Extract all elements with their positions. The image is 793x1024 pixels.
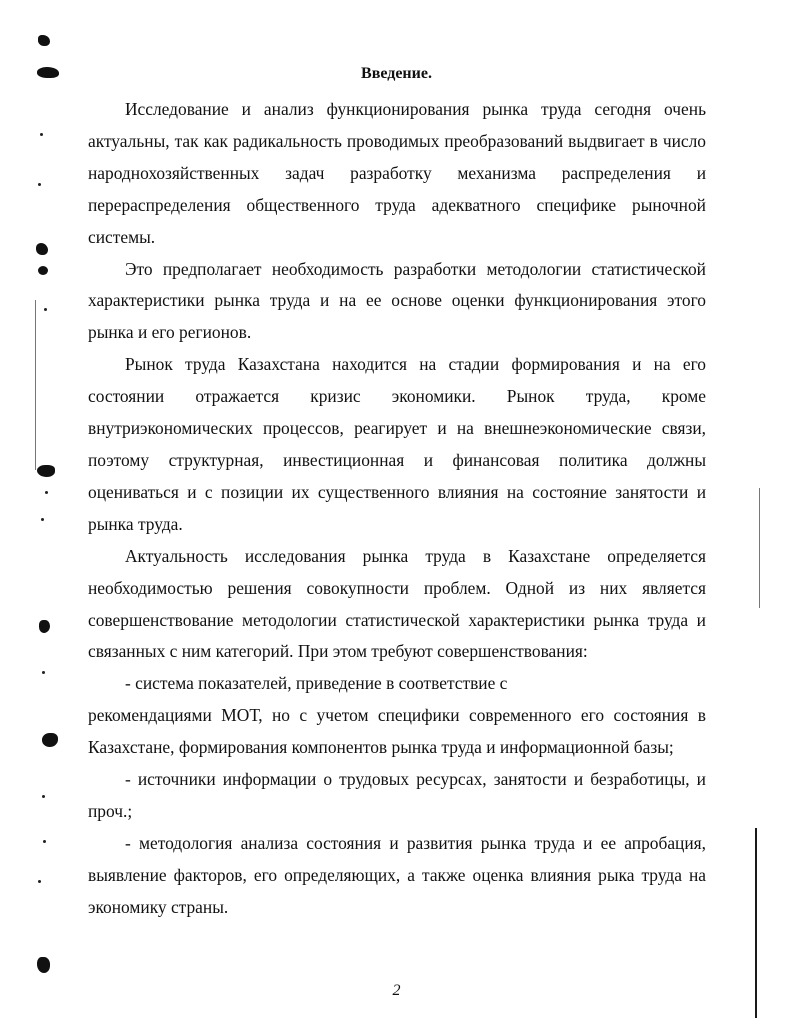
scan-dot: [42, 671, 45, 674]
scan-margin-line: [759, 488, 760, 608]
scan-blot: [38, 35, 50, 46]
list-item: - источники информации о трудовых ресурсах, занятости и безработицы, и проч.;: [88, 769, 706, 821]
page-number: 2: [392, 982, 401, 999]
scan-blot: [37, 957, 50, 973]
scan-blot: [38, 266, 48, 275]
body-text: [88, 94, 706, 924]
scan-dot: [40, 133, 43, 136]
scan-dot: [43, 840, 46, 843]
scan-dot: [41, 518, 44, 521]
paragraph: Исследование и анализ функционирования рынка труда сегодня очень актуальны, так как радикальность проводимых преобразований выдвигает в число народнохозяйственных задач разработку механизма распределения и перераспределения общественного труда адекватного специфике рыночной системы.: [88, 99, 706, 247]
scan-dot: [38, 880, 41, 883]
list-item-first-line: - система показателей, приведение в соответствие с: [125, 673, 508, 694]
paragraph: Актуальность исследования рынка труда в Казахстане определяется необходимостью решения совокупности проблем. Одной из них является совершенствование методологии статистической характеристики рынка труда и связанных с ним категорий. При этом требуют совершенствования:: [88, 545, 706, 662]
paragraph: Рынок труда Казахстана находится на стадии формирования и на его состоянии отражается кризис экономики. Рынок труда, кроме внутриэкономических процессов, реагирует и на внешнеэкономические связи, поэтому структурная, инвестиционная и финансовая политика должны оцениваться и с позиции их существенного влияния на состояние занятости и рынка труда.: [88, 354, 706, 534]
scan-blot: [36, 243, 48, 255]
scan-dot: [45, 491, 48, 494]
scan-blot: [37, 465, 55, 477]
scan-blot: [42, 733, 58, 747]
page-title: Введение.: [361, 65, 432, 82]
list-item-continuation: рекомендациями МОТ, но с учетом специфики современного его состояния в Казахстане, формирования компонентов рынка труда и информационной базы;: [88, 705, 706, 758]
scan-blot: [39, 620, 50, 633]
scan-dot: [44, 308, 47, 311]
list-item: - методология анализа состояния и развития рынка труда и ее апробация, выявление факторов, его определяющих, а также оценка влияния рыка труда на экономику страны.: [88, 832, 706, 917]
paragraph: Это предполагает необходимость разработки методологии статистической характеристики рынка труда и на ее основе оценки функционирования этого рынка и его регионов.: [88, 258, 706, 343]
scan-margin-line: [35, 300, 36, 470]
scan-dot: [42, 795, 45, 798]
scan-dot: [38, 183, 41, 186]
